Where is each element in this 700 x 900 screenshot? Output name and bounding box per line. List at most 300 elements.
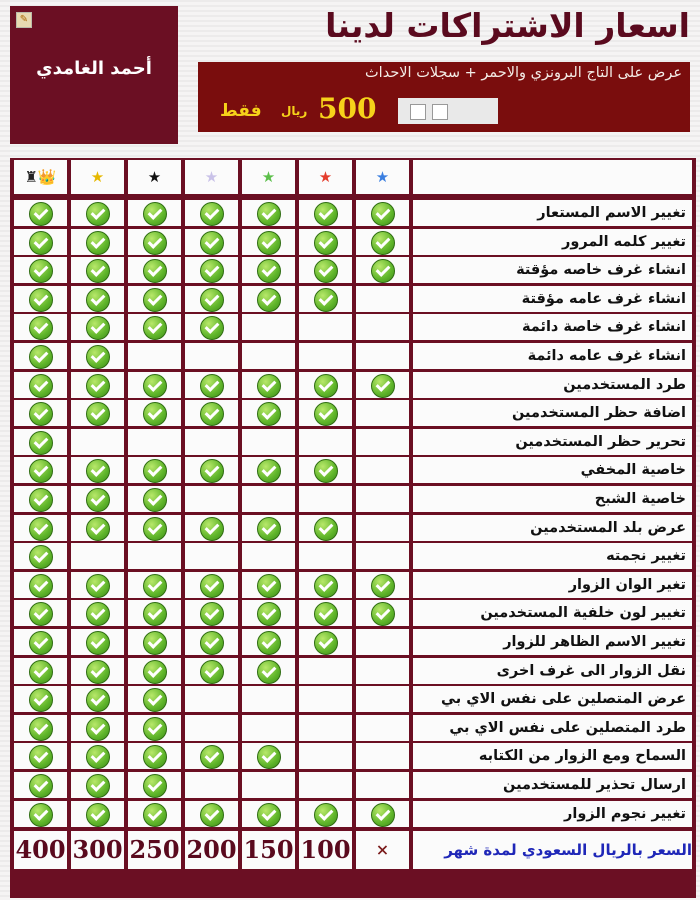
check-icon — [29, 202, 53, 226]
table-cell — [356, 772, 409, 798]
table-cell — [299, 314, 352, 340]
check-icon — [200, 288, 224, 312]
table-cell — [242, 314, 295, 340]
check-icon — [200, 745, 224, 769]
check-icon — [143, 374, 167, 398]
check-icon — [86, 259, 110, 283]
row-label — [413, 200, 692, 226]
table-cell — [128, 343, 181, 369]
black-star-icon — [128, 160, 181, 194]
row-label — [413, 686, 692, 712]
check-icon — [314, 631, 338, 655]
table-cell — [71, 658, 124, 684]
check-icon — [86, 459, 110, 483]
check-icon — [371, 231, 395, 255]
table-cell — [356, 257, 409, 283]
check-icon — [200, 660, 224, 684]
white-star-icon — [185, 160, 238, 194]
row-label — [413, 486, 692, 512]
table-cell — [185, 743, 238, 769]
table-cell — [71, 486, 124, 512]
table-cell — [356, 343, 409, 369]
table-cell — [242, 515, 295, 541]
check-icon — [143, 774, 167, 798]
row-label-text: تغير الوان الزوار — [568, 576, 686, 593]
table-cell — [356, 286, 409, 312]
table-cell — [299, 486, 352, 512]
row-label-text: تغيير نجمته — [606, 548, 686, 565]
check-icon — [29, 745, 53, 769]
check-icon — [29, 517, 53, 541]
table-cell — [185, 686, 238, 712]
check-icon — [200, 602, 224, 626]
check-icon — [143, 717, 167, 741]
table-cell — [185, 429, 238, 455]
check-icon — [257, 459, 281, 483]
check-icon — [86, 660, 110, 684]
row-label — [413, 543, 692, 569]
table-cell — [356, 457, 409, 483]
row-label — [413, 772, 692, 798]
table-cell — [242, 772, 295, 798]
red-star-icon-glyph: ★ — [318, 168, 333, 186]
row-label — [413, 515, 692, 541]
table-cell — [242, 543, 295, 569]
table-cell — [128, 600, 181, 626]
check-icon — [29, 459, 53, 483]
green-star-icon-glyph: ★ — [261, 168, 276, 186]
table-cell — [299, 257, 352, 283]
table-cell — [128, 200, 181, 226]
row-label-text: تغيير كلمه المرور — [562, 233, 686, 250]
table-cell — [242, 257, 295, 283]
price-cell: 150 — [242, 831, 295, 869]
table-cell — [14, 200, 67, 226]
check-icon — [143, 745, 167, 769]
offer-text: عرض على التاج البرونزي والاحمر + سجلات الاحداث — [365, 65, 682, 81]
table-cell — [71, 457, 124, 483]
table-cell — [128, 772, 181, 798]
check-icon — [29, 803, 53, 827]
check-icon — [314, 803, 338, 827]
offer-icons — [398, 98, 498, 124]
check-icon — [86, 717, 110, 741]
check-icon — [86, 488, 110, 512]
blue-star-icon-glyph: ★ — [375, 168, 390, 186]
pencil-icon: ✎ — [16, 12, 32, 28]
table-cell — [242, 686, 295, 712]
table-cell — [299, 229, 352, 255]
table-cell — [14, 743, 67, 769]
table-cell — [185, 229, 238, 255]
table-cell — [356, 743, 409, 769]
table-cell — [71, 200, 124, 226]
table-cell — [299, 400, 352, 426]
owner-name: أحمد الغامدي — [36, 58, 152, 79]
row-label — [413, 457, 692, 483]
table-cell — [185, 314, 238, 340]
check-icon — [371, 574, 395, 598]
check-icon — [257, 202, 281, 226]
check-icon — [200, 574, 224, 598]
table-cell — [71, 372, 124, 398]
check-icon — [257, 602, 281, 626]
table-cell — [128, 457, 181, 483]
row-label-text: عرض بلد المستخدمين — [530, 519, 686, 536]
table-cell — [14, 543, 67, 569]
table-cell — [242, 286, 295, 312]
row-label — [413, 257, 692, 283]
table-cell — [299, 286, 352, 312]
table-cell — [242, 457, 295, 483]
table-cell — [299, 772, 352, 798]
price-cell: 200 — [185, 831, 238, 869]
table-cell — [299, 629, 352, 655]
table-cell — [128, 572, 181, 598]
table-cell — [185, 543, 238, 569]
row-label-text: انشاء غرف عامه مؤقتة — [521, 290, 686, 307]
check-icon — [371, 803, 395, 827]
offer-banner — [198, 62, 690, 132]
check-icon — [257, 517, 281, 541]
shield-crown-icon-glyph: ♜👑 — [24, 168, 57, 186]
check-icon — [143, 316, 167, 340]
table-cell — [242, 629, 295, 655]
table-cell — [14, 600, 67, 626]
check-icon — [200, 316, 224, 340]
check-icon — [257, 374, 281, 398]
table-cell — [14, 801, 67, 827]
page-title: اسعار الاشتراكات لدينا — [325, 6, 690, 45]
owner-box — [10, 6, 178, 144]
check-icon — [143, 231, 167, 255]
table-cell — [185, 200, 238, 226]
row-label — [413, 629, 692, 655]
table-cell — [356, 715, 409, 741]
check-icon — [29, 402, 53, 426]
check-icon — [86, 803, 110, 827]
row-label — [413, 343, 692, 369]
row-label — [413, 400, 692, 426]
table-cell — [71, 314, 124, 340]
table-cell — [299, 343, 352, 369]
check-icon — [314, 231, 338, 255]
table-cell — [71, 286, 124, 312]
row-label — [413, 801, 692, 827]
row-label — [413, 429, 692, 455]
check-icon — [86, 374, 110, 398]
check-icon — [143, 631, 167, 655]
check-icon — [257, 631, 281, 655]
check-icon — [257, 259, 281, 283]
table-cell — [14, 457, 67, 483]
table-cell — [185, 257, 238, 283]
check-icon — [29, 602, 53, 626]
check-icon — [143, 288, 167, 312]
row-label-text: تغيير نجوم الزوار — [564, 805, 686, 822]
table-cell — [128, 257, 181, 283]
table-cell — [242, 743, 295, 769]
table-cell — [299, 429, 352, 455]
table-cell — [128, 515, 181, 541]
table-cell — [128, 486, 181, 512]
table-cell — [185, 600, 238, 626]
check-icon — [143, 574, 167, 598]
table-cell — [299, 457, 352, 483]
check-icon — [200, 402, 224, 426]
check-icon — [143, 688, 167, 712]
check-icon — [371, 202, 395, 226]
price-cell: 250 — [128, 831, 181, 869]
check-icon — [86, 345, 110, 369]
check-icon — [314, 402, 338, 426]
table-cell — [185, 486, 238, 512]
check-icon — [143, 517, 167, 541]
check-icon — [143, 202, 167, 226]
table-cell — [128, 686, 181, 712]
table-cell — [242, 429, 295, 455]
table-cell — [71, 715, 124, 741]
check-icon — [257, 574, 281, 598]
table-cell — [185, 400, 238, 426]
table-cell — [14, 372, 67, 398]
check-icon — [257, 231, 281, 255]
check-icon — [29, 631, 53, 655]
table-cell — [185, 572, 238, 598]
check-icon — [143, 459, 167, 483]
check-icon — [371, 259, 395, 283]
table-cell — [71, 429, 124, 455]
table-cell — [242, 400, 295, 426]
row-label — [413, 229, 692, 255]
table-cell — [71, 343, 124, 369]
table-cell — [356, 801, 409, 827]
check-icon — [86, 631, 110, 655]
table-cell — [185, 372, 238, 398]
check-icon — [143, 803, 167, 827]
table-cell — [299, 743, 352, 769]
row-label-text: ارسال تحذير للمستخدمين — [503, 777, 686, 793]
table-cell — [128, 658, 181, 684]
table-cell — [71, 600, 124, 626]
table-cell — [14, 286, 67, 312]
check-icon — [200, 202, 224, 226]
check-icon — [86, 402, 110, 426]
row-label-text: تغيير لون خلفية المستخدمين — [480, 605, 686, 622]
row-label-text: اضافة حظر المستخدمين — [512, 405, 686, 422]
check-icon — [29, 345, 53, 369]
check-icon — [29, 374, 53, 398]
table-cell — [299, 572, 352, 598]
table-cell — [14, 229, 67, 255]
table-cell — [14, 257, 67, 283]
check-icon — [257, 660, 281, 684]
check-icon — [314, 374, 338, 398]
table-cell — [356, 372, 409, 398]
check-icon — [200, 803, 224, 827]
check-icon — [257, 288, 281, 312]
table-cell — [299, 801, 352, 827]
row-label — [413, 286, 692, 312]
row-label-text: طرد المتصلين على نفس الاي بي — [449, 719, 686, 736]
table-cell — [185, 286, 238, 312]
row-label-text: تغيير الاسم المستعار — [537, 205, 686, 221]
shield-crown-icon — [14, 160, 67, 194]
table-cell — [242, 658, 295, 684]
table-cell — [71, 572, 124, 598]
bronze-crown-icon — [432, 104, 448, 120]
table-cell — [128, 429, 181, 455]
check-icon — [200, 374, 224, 398]
header-label-cell — [413, 160, 692, 194]
price-cell: × — [356, 831, 409, 869]
check-icon — [86, 602, 110, 626]
row-label-text: انشاء غرف خاصة دائمة — [521, 319, 686, 336]
table-cell — [299, 658, 352, 684]
table-cell — [14, 629, 67, 655]
check-icon — [257, 745, 281, 769]
table-cell — [128, 229, 181, 255]
table-cell — [299, 200, 352, 226]
table-cell — [14, 572, 67, 598]
table-cell — [71, 801, 124, 827]
table-cell — [128, 372, 181, 398]
table-cell — [356, 200, 409, 226]
check-icon — [86, 288, 110, 312]
table-cell — [356, 600, 409, 626]
table-cell — [14, 515, 67, 541]
row-label — [413, 314, 692, 340]
check-icon — [143, 259, 167, 283]
check-icon — [143, 602, 167, 626]
check-icon — [29, 688, 53, 712]
table-cell — [128, 715, 181, 741]
white-star-icon-glyph: ★ — [204, 168, 219, 186]
table-cell — [356, 629, 409, 655]
table-cell — [14, 400, 67, 426]
check-icon — [86, 574, 110, 598]
table-cell — [242, 715, 295, 741]
check-icon — [29, 431, 53, 455]
table-cell — [14, 429, 67, 455]
offer-only: فقط — [220, 101, 262, 121]
table-cell — [299, 715, 352, 741]
check-icon — [257, 803, 281, 827]
check-icon — [86, 688, 110, 712]
table-cell — [185, 629, 238, 655]
table-cell — [242, 343, 295, 369]
gold-star-icon — [71, 160, 124, 194]
gold-star-icon-glyph: ★ — [90, 168, 105, 186]
table-cell — [299, 515, 352, 541]
pricing-table — [10, 158, 696, 898]
check-icon — [86, 316, 110, 340]
table-cell — [71, 515, 124, 541]
row-label-text: خاصية الشبح — [594, 491, 686, 507]
table-cell — [356, 686, 409, 712]
table-cell — [242, 372, 295, 398]
red-star-icon — [299, 160, 352, 194]
check-icon — [143, 488, 167, 512]
check-icon — [29, 774, 53, 798]
check-icon — [314, 602, 338, 626]
price-cell: 300 — [71, 831, 124, 869]
table-cell — [242, 200, 295, 226]
table-cell — [242, 572, 295, 598]
check-icon — [29, 545, 53, 569]
table-cell — [299, 686, 352, 712]
table-cell — [356, 515, 409, 541]
table-cell — [242, 801, 295, 827]
table-cell — [14, 715, 67, 741]
check-icon — [200, 231, 224, 255]
table-cell — [71, 229, 124, 255]
table-cell — [356, 400, 409, 426]
table-cell — [356, 572, 409, 598]
offer-currency: ريال — [281, 104, 308, 118]
row-label-text: تحرير حظر المستخدمين — [515, 433, 686, 450]
table-cell — [356, 486, 409, 512]
row-label — [413, 372, 692, 398]
check-icon — [86, 202, 110, 226]
table-cell — [185, 772, 238, 798]
table-cell — [71, 257, 124, 283]
price-label: السعر بالريال السعودي لمدة شهر — [413, 831, 692, 869]
check-icon — [314, 517, 338, 541]
blue-star-icon — [356, 160, 409, 194]
table-cell — [242, 229, 295, 255]
table-cell — [128, 801, 181, 827]
check-icon — [371, 602, 395, 626]
table-cell — [14, 658, 67, 684]
check-icon — [143, 402, 167, 426]
row-label-text: طرد المستخدمين — [563, 376, 686, 393]
table-cell — [71, 686, 124, 712]
row-label-text: عرض المتصلين على نفس الاي بي — [441, 691, 686, 708]
row-label-text: السماح ومع الزوار من الكتابه — [478, 748, 686, 765]
check-icon — [86, 517, 110, 541]
offer-price: 500 — [318, 92, 377, 125]
check-icon — [314, 459, 338, 483]
check-icon — [314, 202, 338, 226]
row-label-text: تغيير الاسم الظاهر للزوار — [503, 634, 686, 650]
check-icon — [29, 488, 53, 512]
table-cell — [128, 400, 181, 426]
table-cell — [299, 543, 352, 569]
check-icon — [314, 288, 338, 312]
table-cell — [356, 543, 409, 569]
table-cell — [71, 772, 124, 798]
table-cell — [14, 343, 67, 369]
check-icon — [200, 459, 224, 483]
table-cell — [185, 343, 238, 369]
check-icon — [86, 774, 110, 798]
check-icon — [29, 288, 53, 312]
table-cell — [14, 486, 67, 512]
check-icon — [371, 374, 395, 398]
table-cell — [299, 372, 352, 398]
check-icon — [29, 316, 53, 340]
check-icon — [143, 660, 167, 684]
table-cell — [356, 229, 409, 255]
check-icon — [29, 231, 53, 255]
table-cell — [14, 772, 67, 798]
black-star-icon-glyph: ★ — [147, 168, 162, 186]
table-cell — [71, 543, 124, 569]
table-cell — [242, 600, 295, 626]
table-cell — [185, 457, 238, 483]
row-label — [413, 743, 692, 769]
